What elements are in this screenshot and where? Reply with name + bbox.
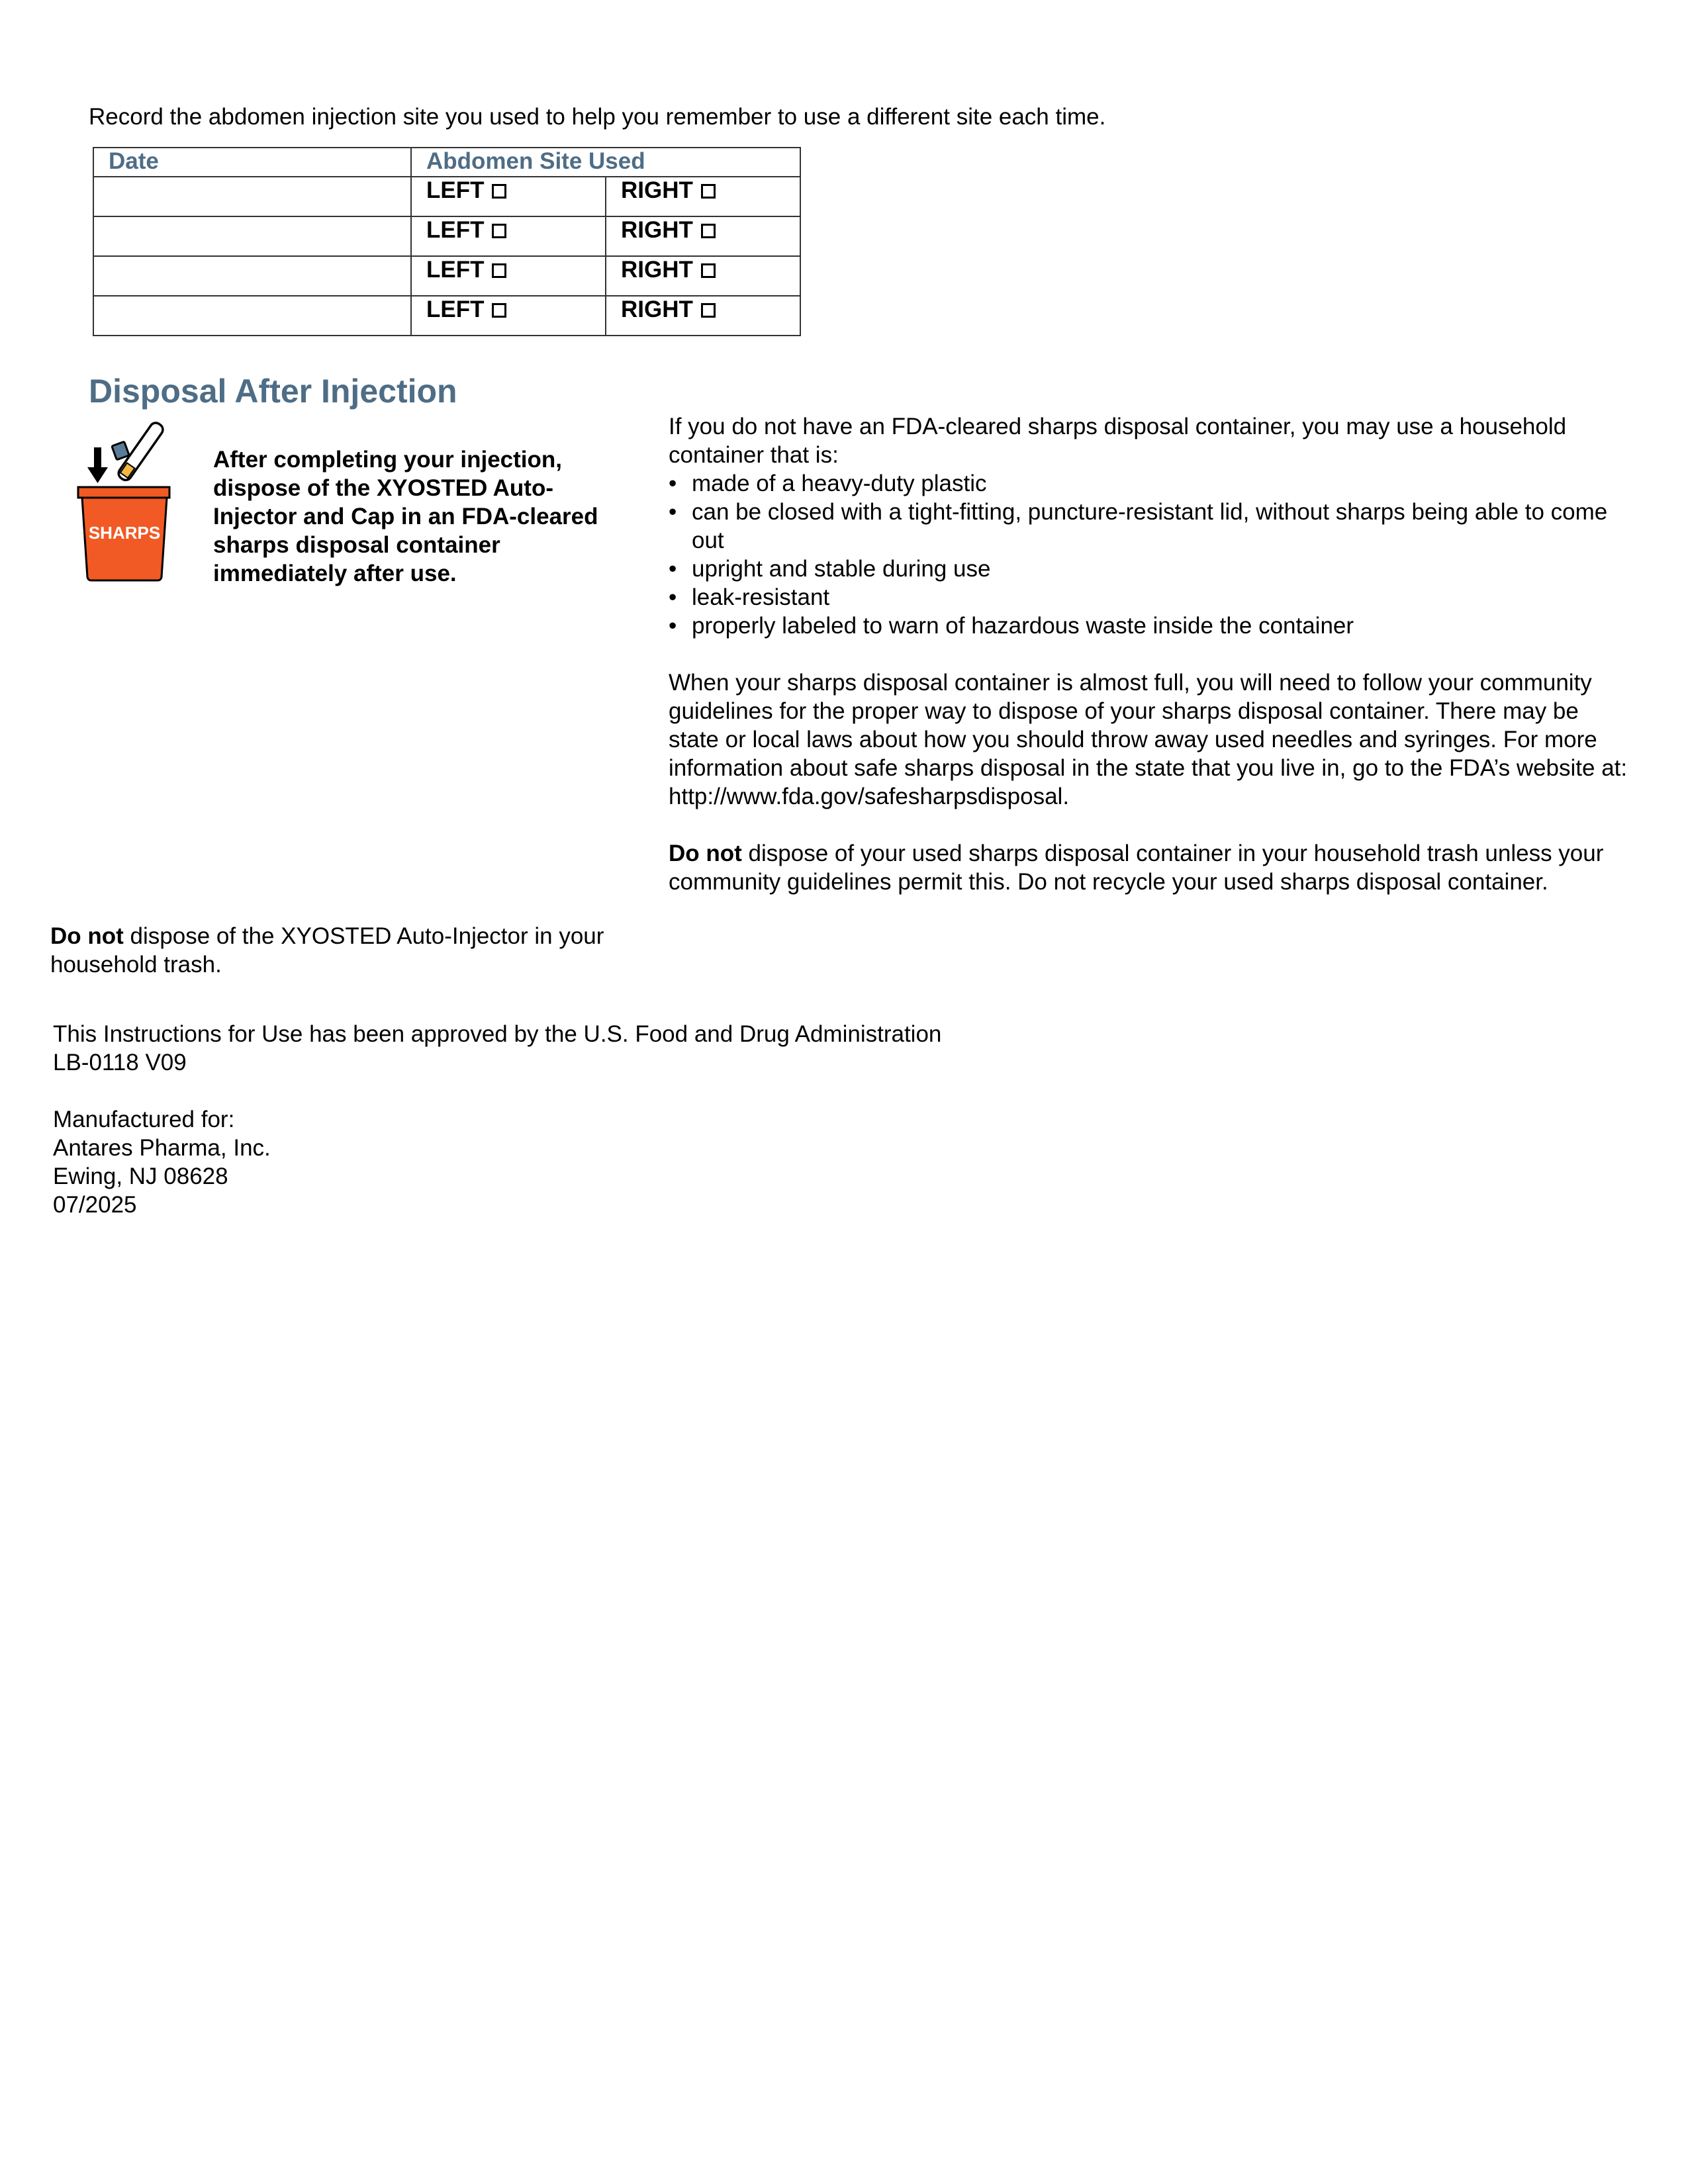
footer (53, 1020, 941, 1219)
label-code: LB-0118 V09 (53, 1050, 187, 1075)
header-date: Date (93, 148, 411, 177)
list-item: • can be closed with a tight-fitting, puncture-resistant lid, without sharps being able to come out (669, 498, 1635, 555)
do-not-emphasis: Do not (50, 923, 124, 949)
right-label: RIGHT (621, 257, 693, 283)
date-cell[interactable] (93, 216, 411, 256)
left-site-cell (411, 296, 606, 336)
right-label: RIGHT (621, 217, 693, 243)
do-not-emphasis: Do not (669, 841, 742, 866)
right-site-cell (606, 177, 800, 216)
right-checkbox[interactable] (701, 224, 716, 238)
left-checkbox[interactable] (492, 303, 506, 318)
disposal-heading: Disposal After Injection (89, 373, 457, 410)
sharps-container-icon (74, 416, 175, 582)
down-arrow-icon (87, 447, 108, 483)
left-label: LEFT (426, 177, 485, 203)
right-checkbox[interactable] (701, 184, 716, 199)
right-checkbox[interactable] (701, 263, 716, 278)
list-item: • properly labeled to warn of hazardous waste inside the container (669, 612, 1635, 640)
left-checkbox[interactable] (492, 224, 506, 238)
intro-text: Record the abdomen injection site you used to help you remember to use a different site each time. (89, 104, 1106, 130)
container-requirements-list (669, 469, 1635, 640)
company-address: Ewing, NJ 08628 (53, 1163, 228, 1189)
right-checkbox[interactable] (701, 303, 716, 318)
list-item: • leak-resistant (669, 583, 1635, 612)
household-container-guidance (669, 412, 1635, 896)
fda-approval-text: This Instructions for Use has been approved by the U.S. Food and Drug Administration (53, 1021, 942, 1047)
left-label: LEFT (426, 296, 485, 322)
table-row (93, 177, 800, 216)
left-site-cell (411, 177, 606, 216)
right-site-cell (606, 256, 800, 296)
right-label: RIGHT (621, 177, 693, 203)
do-not-trash-injector-paragraph (50, 922, 679, 979)
revision-date: 07/2025 (53, 1192, 137, 1218)
left-checkbox[interactable] (492, 263, 506, 278)
household-container-intro: If you do not have an FDA-cleared sharps disposal container, you may use a household container that is: (669, 414, 1567, 468)
date-cell[interactable] (93, 177, 411, 216)
left-site-cell (411, 256, 606, 296)
date-cell[interactable] (93, 256, 411, 296)
table-header-row (93, 148, 800, 177)
header-abdomen-site: Abdomen Site Used (411, 148, 800, 177)
disposal-instruction: After completing your injection, dispose of the XYOSTED Auto-Injector and Cap in an FDA-cleared sharps disposal container immediately after use. (213, 447, 598, 586)
do-not-injector-text: dispose of the XYOSTED Auto-Injector in your household trash. (50, 923, 604, 978)
right-site-cell (606, 296, 800, 336)
injection-site-log-table (93, 147, 801, 336)
company-name: Antares Pharma, Inc. (53, 1135, 271, 1161)
full-container-paragraph: When your sharps disposal container is almost full, you will need to follow your community guidelines for the proper way to dispose of your sharps disposal container. There may be state or local laws about how you should throw away used needles and syringes. For more information about safe sharps disposal in the state that you live in, go to the FDA’s website at: http://www.fda.gov/safesharpsdisposal. (669, 670, 1628, 809)
manufactured-for-label: Manufactured for: (53, 1107, 235, 1132)
left-checkbox[interactable] (492, 184, 506, 199)
table-row (93, 296, 800, 336)
right-site-cell (606, 216, 800, 256)
cap-icon (112, 441, 129, 460)
left-site-cell (411, 216, 606, 256)
do-not-trash-container-paragraph (669, 839, 1635, 896)
table-row (93, 216, 800, 256)
do-not-container-text: dispose of your used sharps disposal container in your household trash unless your community guidelines permit this. Do not recycle your used sharps disposal container. (669, 841, 1604, 895)
left-label: LEFT (426, 257, 485, 283)
sharps-label: SHARPS (88, 523, 161, 543)
right-label: RIGHT (621, 296, 693, 322)
left-label: LEFT (426, 217, 485, 243)
date-cell[interactable] (93, 296, 411, 336)
table-row (93, 256, 800, 296)
list-item: • made of a heavy-duty plastic (669, 469, 1635, 498)
list-item: • upright and stable during use (669, 555, 1635, 583)
